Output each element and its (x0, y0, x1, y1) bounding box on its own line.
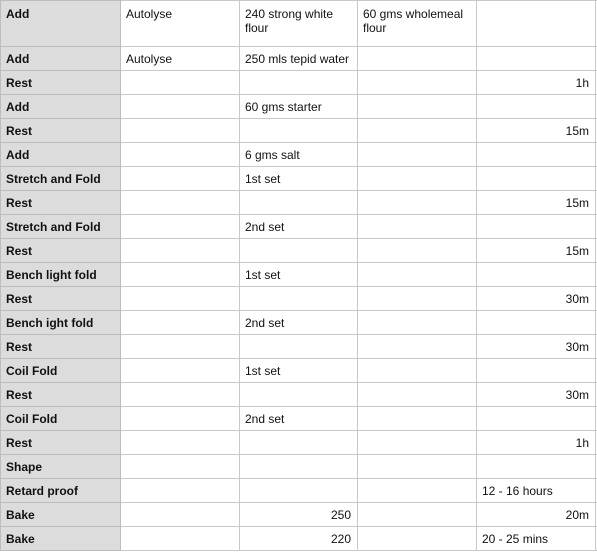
table-cell[interactable] (477, 143, 596, 167)
row-header-cell[interactable]: Retard proof (1, 479, 121, 503)
table-cell[interactable] (121, 95, 240, 119)
table-cell[interactable] (121, 239, 240, 263)
table-cell[interactable] (121, 119, 240, 143)
table-cell[interactable] (121, 71, 240, 95)
table-cell[interactable] (240, 335, 358, 359)
table-cell[interactable]: 12 - 16 hours (477, 479, 596, 503)
table-cell[interactable] (121, 167, 240, 191)
table-cell[interactable] (121, 215, 240, 239)
table-cell[interactable]: 240 strong white flour (240, 1, 358, 47)
table-cell[interactable] (477, 263, 596, 287)
table-cell[interactable]: 1h (477, 431, 596, 455)
table-cell[interactable] (358, 407, 477, 431)
table-row (1, 215, 597, 239)
table-cell[interactable] (358, 239, 477, 263)
table-cell[interactable] (121, 263, 240, 287)
table-cell[interactable] (121, 191, 240, 215)
table-cell[interactable] (121, 287, 240, 311)
table-cell[interactable]: 30m (477, 335, 596, 359)
table-cell[interactable] (240, 455, 358, 479)
table-cell[interactable]: 30m (477, 287, 596, 311)
table-cell[interactable]: Autolyse (121, 1, 240, 47)
table-row (1, 287, 597, 311)
table-cell[interactable] (121, 335, 240, 359)
row-header-cell[interactable]: Rest (1, 191, 121, 215)
row-header-cell[interactable]: Coil Fold (1, 407, 121, 431)
table-cell[interactable] (358, 311, 477, 335)
table-cell[interactable] (240, 239, 358, 263)
row-header-cell[interactable]: Rest (1, 119, 121, 143)
table-cell[interactable] (477, 47, 596, 71)
table-cell[interactable]: 60 gms starter (240, 95, 358, 119)
table-cell[interactable]: 60 gms wholemeal flour (358, 1, 477, 47)
table-row (1, 335, 597, 359)
table-row (1, 1, 597, 47)
table-cell[interactable]: Autolyse (121, 47, 240, 71)
table-cell[interactable] (358, 335, 477, 359)
table-cell[interactable] (358, 47, 477, 71)
row-header-cell[interactable]: Add (1, 1, 121, 47)
table-cell[interactable] (121, 383, 240, 407)
table-cell[interactable] (477, 455, 596, 479)
table-row (1, 527, 597, 551)
table-cell[interactable] (240, 191, 358, 215)
table-cell[interactable] (358, 215, 477, 239)
table-cell[interactable] (121, 527, 240, 551)
table-cell[interactable]: 20 - 25 mins (477, 527, 596, 551)
table-row (1, 383, 597, 407)
table-cell[interactable] (121, 407, 240, 431)
table-row (1, 503, 597, 527)
table-cell[interactable] (121, 455, 240, 479)
table-row (1, 455, 597, 479)
table-cell[interactable]: 2nd set (240, 215, 358, 239)
table-row (1, 407, 597, 431)
table-row (1, 71, 597, 95)
table-cell[interactable] (358, 527, 477, 551)
table-row (1, 431, 597, 455)
table-cell[interactable] (358, 263, 477, 287)
table-cell[interactable] (358, 119, 477, 143)
table-cell[interactable] (358, 143, 477, 167)
table-row (1, 479, 597, 503)
table-cell[interactable] (240, 383, 358, 407)
table-cell[interactable] (240, 431, 358, 455)
row-header-cell[interactable]: Stretch and Fold (1, 215, 121, 239)
table-cell[interactable] (477, 1, 596, 47)
table-row (1, 359, 597, 383)
table-cell[interactable] (121, 479, 240, 503)
row-header-cell[interactable]: Rest (1, 71, 121, 95)
table-cell[interactable] (358, 359, 477, 383)
table-cell[interactable] (358, 191, 477, 215)
table-row (1, 143, 597, 167)
row-header-cell[interactable]: Rest (1, 431, 121, 455)
table-cell[interactable] (121, 503, 240, 527)
table-cell[interactable] (240, 71, 358, 95)
row-header-cell[interactable]: Rest (1, 239, 121, 263)
row-header-cell[interactable]: Bench light fold (1, 263, 121, 287)
row-header-cell[interactable]: Rest (1, 335, 121, 359)
table-cell[interactable]: 250 mls tepid water (240, 47, 358, 71)
table-cell[interactable]: 15m (477, 191, 596, 215)
table-row (1, 311, 597, 335)
table-cell[interactable] (477, 95, 596, 119)
table-cell[interactable]: 30m (477, 383, 596, 407)
table-cell[interactable] (477, 311, 596, 335)
table-cell[interactable]: 15m (477, 119, 596, 143)
row-header-cell[interactable]: Coil Fold (1, 359, 121, 383)
row-header-cell[interactable]: Add (1, 143, 121, 167)
table-cell[interactable] (358, 383, 477, 407)
row-header-cell[interactable]: Rest (1, 287, 121, 311)
table-cell[interactable] (121, 359, 240, 383)
table-row (1, 239, 597, 263)
table-cell[interactable] (121, 143, 240, 167)
row-header-cell[interactable]: Add (1, 95, 121, 119)
table-cell[interactable] (358, 95, 477, 119)
table-cell[interactable]: 250 (240, 503, 358, 527)
table-cell[interactable] (358, 455, 477, 479)
row-header-cell[interactable]: Bake (1, 527, 121, 551)
table-cell[interactable] (477, 407, 596, 431)
table-cell[interactable] (121, 311, 240, 335)
table-cell[interactable]: 1st set (240, 167, 358, 191)
row-header-cell[interactable]: Stretch and Fold (1, 167, 121, 191)
table-cell[interactable]: 1st set (240, 359, 358, 383)
row-header-cell[interactable]: Rest (1, 383, 121, 407)
table-cell[interactable] (358, 479, 477, 503)
table-cell[interactable] (121, 431, 240, 455)
table-cell[interactable] (240, 479, 358, 503)
row-header-cell[interactable]: Bake (1, 503, 121, 527)
table-cell[interactable] (358, 167, 477, 191)
table-row (1, 47, 597, 71)
table-cell[interactable]: 6 gms salt (240, 143, 358, 167)
table-cell[interactable]: 20m (477, 503, 596, 527)
table-cell[interactable] (358, 287, 477, 311)
table-cell[interactable]: 1st set (240, 263, 358, 287)
table-cell[interactable] (358, 71, 477, 95)
table-row (1, 95, 597, 119)
table-row (1, 263, 597, 287)
table-cell[interactable] (240, 287, 358, 311)
table-cell[interactable]: 2nd set (240, 311, 358, 335)
table-cell[interactable]: 2nd set (240, 407, 358, 431)
table-row (1, 119, 597, 143)
table-cell[interactable]: 15m (477, 239, 596, 263)
table-row (1, 167, 597, 191)
table-cell[interactable] (477, 359, 596, 383)
table-row (1, 191, 597, 215)
row-header-cell[interactable]: Shape (1, 455, 121, 479)
table-cell[interactable] (358, 431, 477, 455)
row-header-cell[interactable]: Bench ight fold (1, 311, 121, 335)
table-cell[interactable]: 1h (477, 71, 596, 95)
table-cell[interactable]: 220 (240, 527, 358, 551)
table-cell[interactable] (240, 119, 358, 143)
table-cell[interactable] (477, 215, 596, 239)
table-cell[interactable] (358, 503, 477, 527)
row-header-cell[interactable]: Add (1, 47, 121, 71)
table-cell[interactable] (477, 167, 596, 191)
